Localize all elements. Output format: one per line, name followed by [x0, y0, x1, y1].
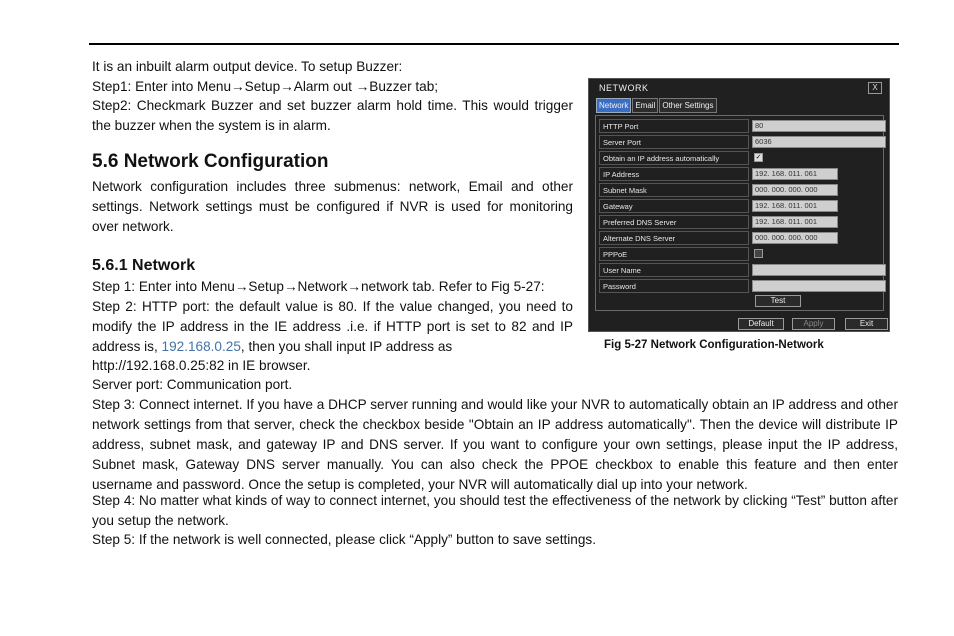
row-alternate-dns [599, 231, 888, 246]
ip-address-input[interactable]: 192. 168. 011. 061 [752, 168, 838, 180]
section-heading: 5.6 Network Configuration [92, 151, 329, 172]
alternate-dns-input[interactable]: 000. 000. 000. 000 [752, 232, 838, 244]
step-2-text-a: Step 2: HTTP port: the default value is 80. If the value changed, you need to modify the IP address in the IE address .i.e. if HTTP port is set to 82 and IP address is, [92, 299, 573, 354]
tab-network[interactable]: Network [596, 98, 631, 113]
dhcp-label: Obtain an IP address automatically [599, 151, 749, 165]
apply-button[interactable]: Apply [792, 318, 835, 330]
dhcp-checkbox[interactable]: ✓ [755, 154, 762, 161]
pppoe-label: PPPoE [599, 247, 749, 261]
user-name-input[interactable] [752, 264, 886, 276]
row-ip-address [599, 167, 888, 182]
network-dialog [588, 78, 890, 332]
default-button[interactable]: Default [738, 318, 784, 330]
intro-line-1: It is an inbuilt alarm output device. To setup Buzzer: [92, 59, 403, 74]
pppoe-checkbox[interactable] [754, 249, 763, 258]
dialog-tabs [596, 98, 718, 113]
server-port-input[interactable]: 6036 [752, 136, 886, 148]
preferred-dns-input[interactable]: 192. 168. 011. 001 [752, 216, 838, 228]
step-2 [92, 297, 573, 357]
row-preferred-dns [599, 215, 888, 230]
alternate-dns-label: Alternate DNS Server [599, 231, 749, 245]
step-5: Step 5: If the network is well connected, please click “Apply” button to save settings. [92, 532, 596, 547]
section-body: Network configuration includes three submenus: network, Email and other settings. Network settings must be configured if NVR is used for monitoring over network. [92, 179, 573, 234]
user-name-label: User Name [599, 263, 749, 277]
password-input[interactable] [752, 280, 886, 292]
ip-address-label: IP Address [599, 167, 749, 181]
row-dhcp [599, 151, 888, 166]
tab-email[interactable]: Email [632, 98, 658, 113]
gateway-input[interactable]: 192. 168. 011. 001 [752, 200, 838, 212]
close-icon[interactable]: X [868, 82, 882, 94]
step-3: Step 3: Connect internet. If you have a DHCP server running and would like your NVR to automatically obtain an IP address and other network settings from that server, check the checkbox beside "Obtain an IP address automatically". Then the device will distribute IP address, subnet mask, and gateway IP and DNS server. If you want to configure your own settings, please input the IP address, Subnet mask, Gateway DNS server manually. You can also check the PPOE checkbox to enable this feature and then enter username and password. Once the setup is completed, your NVR will automatically dial up into your network. [92, 397, 898, 492]
network-settings-panel [595, 115, 884, 311]
intro-line-3: Step2: Checkmark Buzzer and set buzzer alarm hold time. This would trigger the buzzer when the system is in alarm. [92, 98, 573, 133]
row-http-port [599, 119, 888, 134]
figure-caption: Fig 5-27 Network Configuration-Network [604, 339, 824, 351]
server-port-note: Server port: Communication port. [92, 377, 293, 392]
step-1: Step 1: Enter into Menu→Setup→Network→network tab. Refer to Fig 5-27: [92, 279, 545, 294]
password-label: Password [599, 279, 749, 293]
step-2-text-b: , then you shall input IP address as [240, 339, 453, 354]
step-2-url: http://192.168.0.25:82 in IE browser. [92, 358, 311, 373]
server-port-label: Server Port [599, 135, 749, 149]
subnet-mask-label: Subnet Mask [599, 183, 749, 197]
step-4: Step 4: No matter what kinds of way to connect internet, you should test the effectiveness of the network by clicking “Test” button after you setup the network. [92, 493, 898, 528]
subsection-heading: 5.6.1 Network [92, 257, 196, 274]
row-gateway [599, 199, 888, 214]
test-button[interactable]: Test [755, 295, 801, 307]
preferred-dns-label: Preferred DNS Server [599, 215, 749, 229]
ip-address-link[interactable]: 192.168.0.25 [161, 339, 241, 354]
intro-line-2: Step1: Enter into Menu→Setup→Alarm out →Buzzer tab; [92, 79, 439, 94]
gateway-label: Gateway [599, 199, 749, 213]
http-port-input[interactable]: 80 [752, 120, 886, 132]
row-user-name [599, 263, 888, 278]
row-password [599, 279, 888, 294]
subnet-mask-input[interactable]: 000. 000. 000. 000 [752, 184, 838, 196]
tab-other-settings[interactable]: Other Settings [659, 98, 716, 113]
http-port-label: HTTP Port [599, 119, 749, 133]
row-server-port [599, 135, 888, 150]
row-subnet-mask [599, 183, 888, 198]
row-pppoe [599, 247, 888, 262]
header-rule [89, 43, 899, 45]
exit-button[interactable]: Exit [845, 318, 888, 330]
dialog-title: NETWORK [599, 83, 649, 93]
